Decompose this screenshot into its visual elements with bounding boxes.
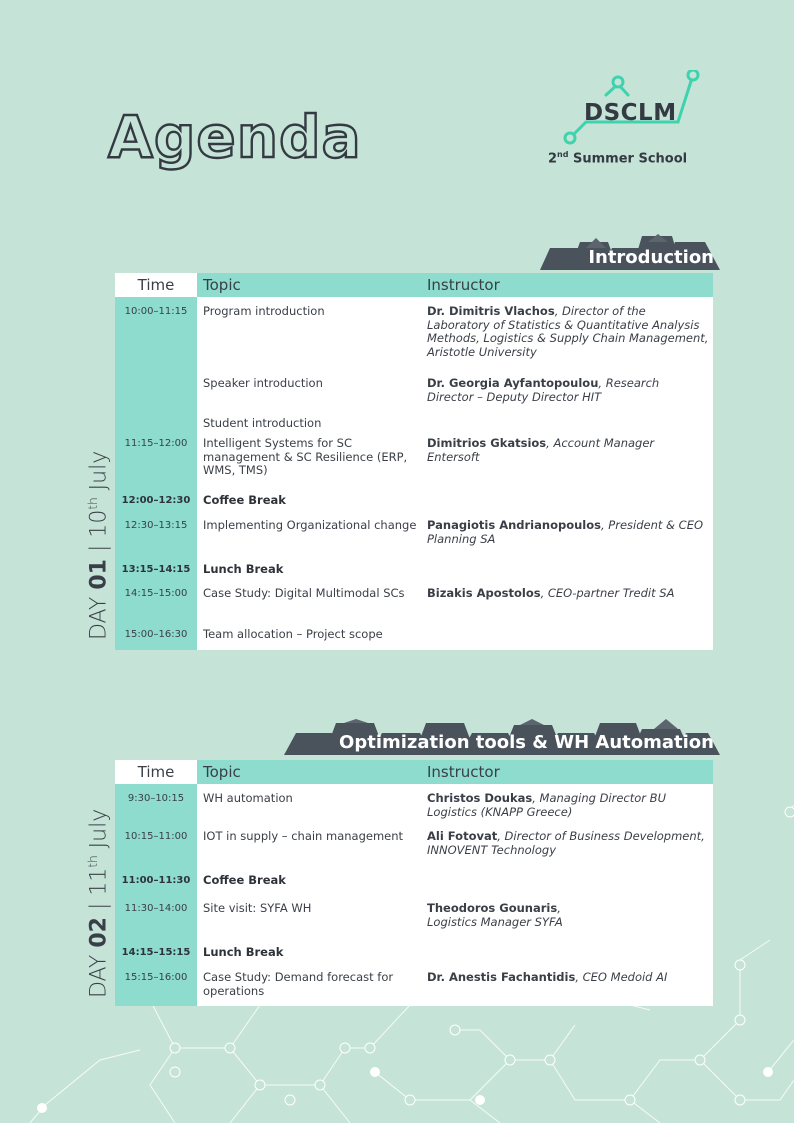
row-time: 12:30–13:15 xyxy=(124,520,188,531)
row-time: 12:00–12:30 xyxy=(121,495,191,506)
table-header xyxy=(115,273,713,297)
row-time: 14:15–15:15 xyxy=(121,947,191,958)
table-body xyxy=(115,297,713,650)
row-topic: Coffee Break xyxy=(203,873,286,887)
row-instructor: Ali Fotovat, Director of Business Development, INNOVENT Technology xyxy=(427,829,705,857)
row-topic: Team allocation – Project scope xyxy=(203,627,383,641)
row-instructor: Dr. Dimitris Vlachos, Director of the Laboratory of Statistics & Quantitative Analysis Methods, Logistics & Supply Chain Management, Aristotle University xyxy=(427,304,709,359)
row-time: 11:30–14:00 xyxy=(124,903,188,914)
row-instructor: Bizakis Apostolos, CEO-partner Tredit SA xyxy=(427,586,675,600)
row-topic: Lunch Break xyxy=(203,562,284,576)
header-time: Time xyxy=(115,273,197,297)
row-topic: Intelligent Systems for SC management & SC Resilience (ERP, WMS, TMS) xyxy=(203,436,408,477)
row-time: 15:15–16:00 xyxy=(124,972,188,983)
row-instructor: Dimitrios Gkatsios, Account Manager Entersoft xyxy=(427,436,655,464)
row-time: 15:00–16:30 xyxy=(124,629,188,640)
row-topic: IOT in supply – chain management xyxy=(203,829,404,843)
dsclm-logo xyxy=(548,70,728,170)
row-topic: WH automation xyxy=(203,791,293,805)
row-time: 9:30–10:15 xyxy=(127,793,185,804)
section-banner-introduction xyxy=(540,234,720,270)
day2-label: DAY 02 | 11th July xyxy=(86,808,112,998)
row-time: 14:15–15:00 xyxy=(124,588,188,599)
logo-brand: DSCLM xyxy=(584,100,677,126)
row-topic: Case Study: Demand forecast for operations xyxy=(203,970,394,998)
day1-label: DAY 01 | 10th July xyxy=(86,450,112,640)
row-instructor: Christos Doukas, Managing Director BU Logistics (KNAPP Greece) xyxy=(427,791,666,819)
section-title: Optimization tools & WH Automation xyxy=(339,732,714,753)
agenda-table-day2 xyxy=(115,760,713,1006)
row-instructor: Dr. Anestis Fachantidis, CEO Medoid AI xyxy=(427,970,668,984)
row-time: 11:00–11:30 xyxy=(121,875,191,886)
row-time: 10:15–11:00 xyxy=(124,831,188,842)
page-title: Agenda xyxy=(108,103,362,171)
row-instructor: Dr. Georgia Ayfantopoulou, Research Director – Deputy Director HIT xyxy=(427,376,660,404)
section-banner-optimization xyxy=(284,719,720,755)
row-topic: Speaker introduction xyxy=(203,376,323,390)
row-topic: Site visit: SYFA WH xyxy=(203,901,312,915)
header-instructor: Instructor xyxy=(427,763,500,781)
row-topic: Student introduction xyxy=(203,416,322,430)
header-instructor: Instructor xyxy=(427,276,500,294)
row-time: 10:00–11:15 xyxy=(124,306,188,317)
row-topic: Coffee Break xyxy=(203,493,286,507)
row-time: 13:15–14:15 xyxy=(121,564,191,575)
row-time: 11:15–12:00 xyxy=(124,438,188,449)
logo-subtitle: 2nd Summer School xyxy=(548,150,688,167)
header-time: Time xyxy=(115,760,197,784)
row-topic: Lunch Break xyxy=(203,945,284,959)
row-topic: Case Study: Digital Multimodal SCs xyxy=(203,586,405,600)
row-instructor: Panagiotis Andrianopoulos, President & CEO Planning SA xyxy=(427,518,704,546)
table-header xyxy=(115,760,713,784)
table-body xyxy=(115,784,713,1006)
header-topic: Topic xyxy=(203,276,241,294)
section-title: Introduction xyxy=(588,247,714,268)
agenda-table-day1 xyxy=(115,273,713,650)
header-topic: Topic xyxy=(203,763,241,781)
row-topic: Program introduction xyxy=(203,304,325,318)
row-instructor: Theodoros Gounaris, Logistics Manager SYFA xyxy=(427,901,563,929)
row-topic: Implementing Organizational change xyxy=(203,518,417,532)
